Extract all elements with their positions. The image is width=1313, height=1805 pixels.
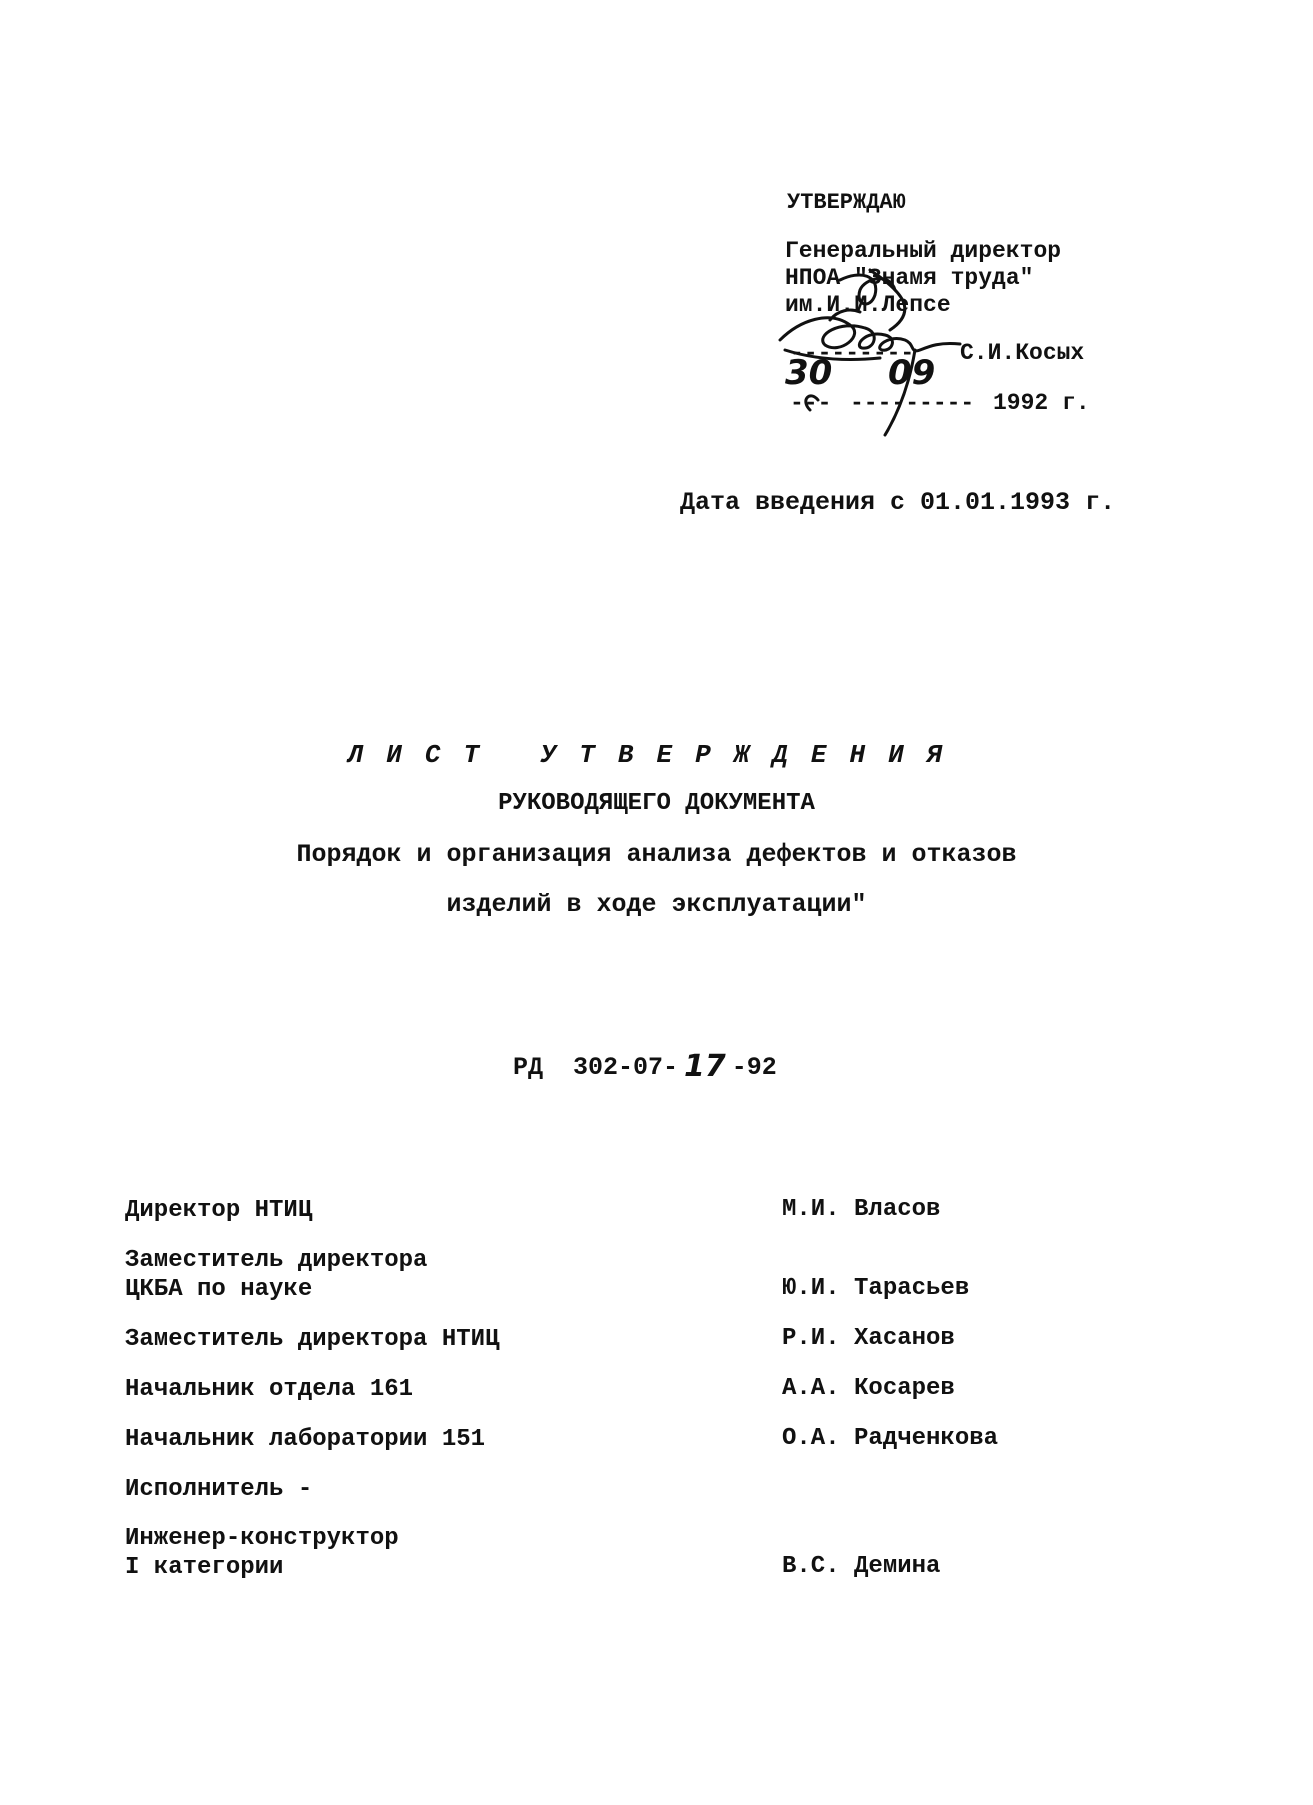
signature-name: В.С. Демина — [782, 1553, 941, 1580]
signature-position: Заместитель директора ЦКБА по науке — [125, 1247, 428, 1303]
approval-heading: УТВЕРЖДАЮ — [787, 190, 906, 215]
approval-year: 1992 г. — [993, 390, 1090, 416]
approval-signatory: С.И.Косых — [960, 340, 1085, 366]
document-number-prefix: РД 302-07- — [513, 1053, 679, 1082]
signature-scribble — [770, 250, 1000, 450]
handwritten-day: 30 — [785, 353, 833, 393]
signature-position: Начальник отдела 161 — [125, 1376, 414, 1403]
signature-position: Исполнитель - — [125, 1476, 313, 1503]
document-number-suffix: -92 — [731, 1053, 777, 1082]
signature-name: О.А. Радченкова — [782, 1425, 999, 1452]
document-title-line-2: изделий в ходе эксплуатации" — [446, 890, 867, 919]
signature-name: А.А. Косарев — [782, 1375, 955, 1402]
introduction-date: Дата введения с 01.01.1993 г. — [680, 488, 1116, 517]
sheet-subtitle: РУКОВОДЯЩЕГО ДОКУМЕНТА — [498, 790, 815, 817]
approval-line-named-after: им.И.И.Лепсе — [785, 292, 951, 318]
day-dashes: --- — [790, 390, 832, 416]
approval-line-organization: НПОА "Знамя труда" — [785, 265, 1034, 291]
document-number — [483, 1018, 777, 1082]
signature-position: Инженер-конструктор I категории — [125, 1525, 399, 1581]
signatory-dashes: --------- — [790, 340, 915, 366]
approval-line-position: Генеральный директор — [785, 238, 1062, 264]
document-title-line-1: Порядок и организация анализа дефектов и отказов — [296, 840, 1017, 869]
month-dashes: --------- — [850, 390, 975, 416]
document-number-handwritten: 17 — [684, 1049, 726, 1084]
signature-name: М.И. Власов — [782, 1196, 941, 1223]
sheet-title: ЛИСТ УТВЕРЖДЕНИЯ — [347, 740, 966, 770]
signature-name: Р.И. Хасанов — [782, 1325, 955, 1352]
handwritten-month: 09 — [888, 353, 936, 393]
signature-name: Ю.И. Тарасьев — [782, 1275, 970, 1302]
signature-position: Начальник лаборатории 151 — [125, 1426, 486, 1453]
signature-position: Заместитель директора НТИЦ — [125, 1326, 500, 1353]
signature-position: Директор НТИЦ — [125, 1197, 313, 1224]
